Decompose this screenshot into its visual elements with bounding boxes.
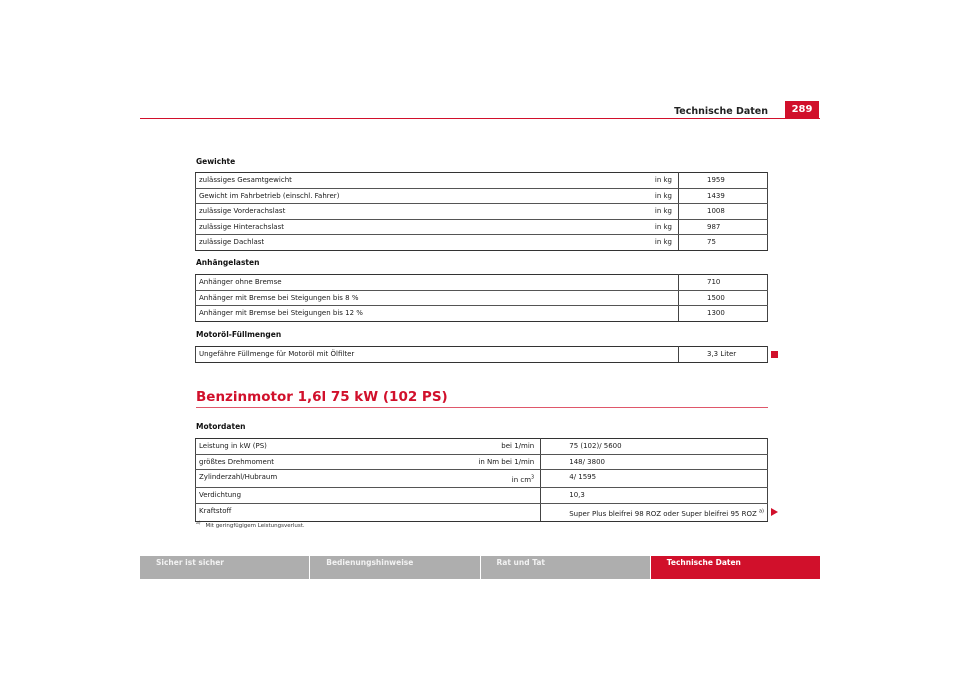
page-header-title: Technische Daten xyxy=(674,106,768,117)
footnote xyxy=(196,523,305,529)
engine-heading: Benzinmotor 1,6l 75 kW (102 PS) xyxy=(196,389,448,405)
nav-tab-rat-und-tat[interactable]: Rat und Tat xyxy=(481,556,650,579)
row-unit: in kg xyxy=(436,219,679,235)
heading-divider xyxy=(196,407,768,408)
section-end-marker xyxy=(771,351,778,358)
row-unit: in kg xyxy=(436,235,679,251)
row-name: zulässige Vorderachslast xyxy=(196,204,436,220)
row-value: 3,3 Liter xyxy=(679,347,768,363)
row-name: Anhänger mit Bremse bei Steigungen bis 8 % xyxy=(196,290,436,306)
table-row xyxy=(196,235,768,251)
table-row xyxy=(196,488,768,504)
section-label-gewichte: Gewichte xyxy=(196,157,236,166)
row-unit xyxy=(436,306,679,322)
row-unit xyxy=(371,470,541,488)
row-name: Kraftstoff xyxy=(196,503,372,521)
table-row xyxy=(196,188,768,204)
row-name: größtes Drehmoment xyxy=(196,454,372,470)
row-unit xyxy=(371,503,541,521)
row-value: 10,3 xyxy=(541,488,768,504)
row-name: zulässiges Gesamtgewicht xyxy=(196,173,436,189)
row-value: 148/ 3800 xyxy=(541,454,768,470)
continue-arrow-icon xyxy=(771,508,778,516)
row-unit xyxy=(371,488,541,504)
row-name: Anhänger ohne Bremse xyxy=(196,275,436,291)
nav-tab-bedienungshinweise[interactable]: Bedienungshinweise xyxy=(310,556,479,579)
row-name: Anhänger mit Bremse bei Steigungen bis 12 % xyxy=(196,306,436,322)
table-row xyxy=(196,290,768,306)
page-number-badge: 289 xyxy=(785,101,819,119)
row-unit: bei 1/min xyxy=(371,439,541,455)
nav-tab-technische-daten[interactable]: Technische Daten xyxy=(651,556,820,579)
row-unit xyxy=(436,275,679,291)
row-unit xyxy=(436,347,679,363)
row-unit: in kg xyxy=(436,204,679,220)
table-row xyxy=(196,275,768,291)
section-label-motordaten: Motordaten xyxy=(196,422,246,431)
table-row xyxy=(196,306,768,322)
row-name: zulässige Dachlast xyxy=(196,235,436,251)
row-unit-superscript: 3 xyxy=(531,474,535,481)
row-value: 1959 xyxy=(679,173,768,189)
row-value: 75 (102)/ 5600 xyxy=(541,439,768,455)
nav-tab-sicher-ist-sicher[interactable]: Sicher ist sicher xyxy=(140,556,309,579)
row-name: Leistung in kW (PS) xyxy=(196,439,372,455)
table-row xyxy=(196,454,768,470)
row-value: 1008 xyxy=(679,204,768,220)
row-unit: in kg xyxy=(436,188,679,204)
table-row xyxy=(196,439,768,455)
row-value xyxy=(541,503,768,521)
row-name: Zylinderzahl/Hubraum xyxy=(196,470,372,488)
row-name: Ungefähre Füllmenge für Motoröl mit Ölfilter xyxy=(196,347,436,363)
bottom-nav xyxy=(140,556,820,579)
row-name: Verdichtung xyxy=(196,488,372,504)
table-row xyxy=(196,347,768,363)
table-motordaten xyxy=(195,438,768,522)
row-unit xyxy=(436,290,679,306)
section-label-motoroel: Motoröl-Füllmengen xyxy=(196,330,282,339)
row-value: 4/ 1595 xyxy=(541,470,768,488)
table-row xyxy=(196,219,768,235)
row-name: Gewicht im Fahrbetrieb (einschl. Fahrer) xyxy=(196,188,436,204)
row-value: 987 xyxy=(679,219,768,235)
table-row xyxy=(196,503,768,521)
row-value: 75 xyxy=(679,235,768,251)
row-value: 710 xyxy=(679,275,768,291)
row-value: 1439 xyxy=(679,188,768,204)
row-unit: in kg xyxy=(436,173,679,189)
table-row xyxy=(196,204,768,220)
row-value: 1500 xyxy=(679,290,768,306)
section-label-anhaengelasten: Anhängelasten xyxy=(196,258,260,267)
row-name: zulässige Hinterachslast xyxy=(196,219,436,235)
footnote-text: Mit geringfügigem Leistungsverlust. xyxy=(205,523,305,529)
table-gewichte xyxy=(195,172,768,251)
row-unit: in Nm bei 1/min xyxy=(371,454,541,470)
header-divider xyxy=(140,118,820,119)
row-unit-text: in cm xyxy=(511,476,532,484)
table-row xyxy=(196,470,768,488)
table-anhaengelasten xyxy=(195,274,768,322)
table-row xyxy=(196,173,768,189)
footnote-marker: a) xyxy=(196,521,201,527)
row-value-text: Super Plus bleifrei 98 ROZ oder Super bleifrei 95 ROZ xyxy=(569,509,757,518)
row-value: 1300 xyxy=(679,306,768,322)
row-value-footnote-ref: a) xyxy=(758,508,764,515)
table-motoroel xyxy=(195,346,768,363)
